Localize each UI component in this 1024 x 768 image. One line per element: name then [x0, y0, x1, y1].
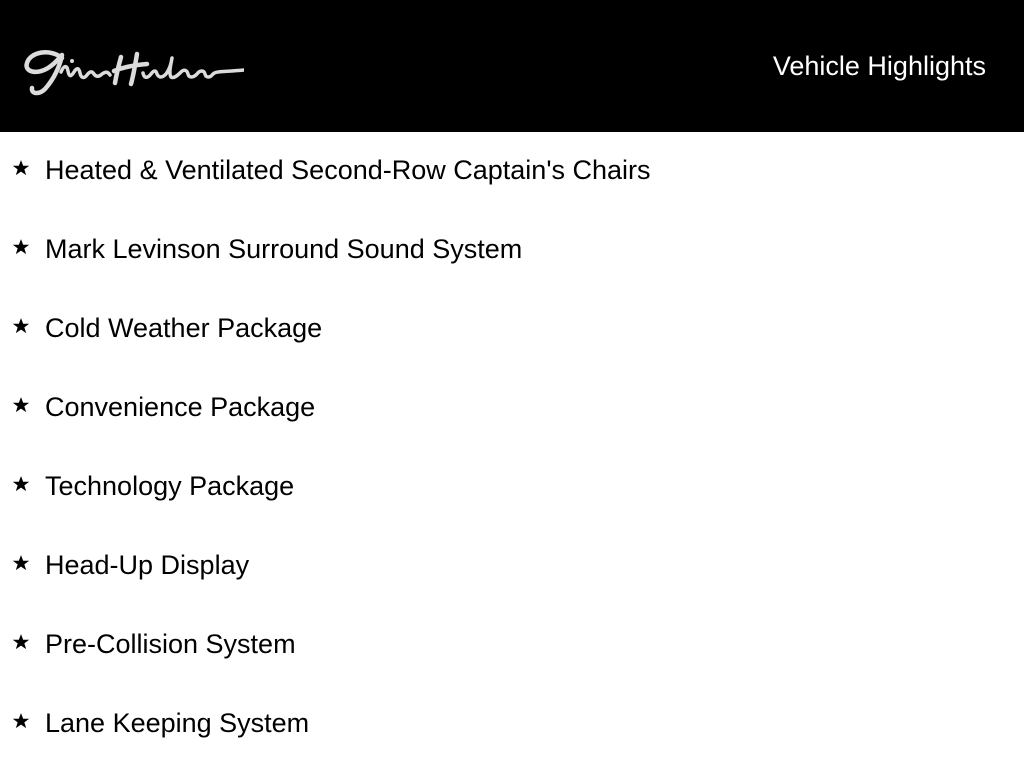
highlight-label: Heated & Ventilated Second-Row Captain's Chairs	[45, 155, 651, 185]
page-title: Vehicle Highlights	[772, 51, 986, 81]
highlight-label: Convenience Package	[45, 392, 316, 422]
highlights-list	[0, 132, 1024, 764]
highlight-label: Head-Up Display	[45, 550, 250, 580]
star-icon	[11, 474, 31, 494]
star-icon	[11, 316, 31, 336]
star-icon	[11, 395, 31, 415]
star-icon	[11, 158, 31, 178]
highlight-label: Lane Keeping System	[45, 708, 310, 738]
highlight-label: Cold Weather Package	[45, 313, 323, 343]
star-icon	[11, 553, 31, 573]
page-header	[0, 0, 1024, 132]
list-item	[0, 448, 1024, 527]
signature-logo	[20, 44, 244, 100]
list-item	[0, 290, 1024, 369]
star-icon	[11, 711, 31, 731]
star-icon	[11, 237, 31, 257]
list-item	[0, 685, 1024, 764]
list-item	[0, 132, 1024, 211]
star-icon	[11, 632, 31, 652]
list-item	[0, 606, 1024, 685]
highlight-label: Mark Levinson Surround Sound System	[45, 234, 523, 264]
list-item	[0, 369, 1024, 448]
highlight-label: Technology Package	[45, 471, 295, 501]
list-item	[0, 211, 1024, 290]
highlight-label: Pre-Collision System	[45, 629, 296, 659]
list-item	[0, 527, 1024, 606]
